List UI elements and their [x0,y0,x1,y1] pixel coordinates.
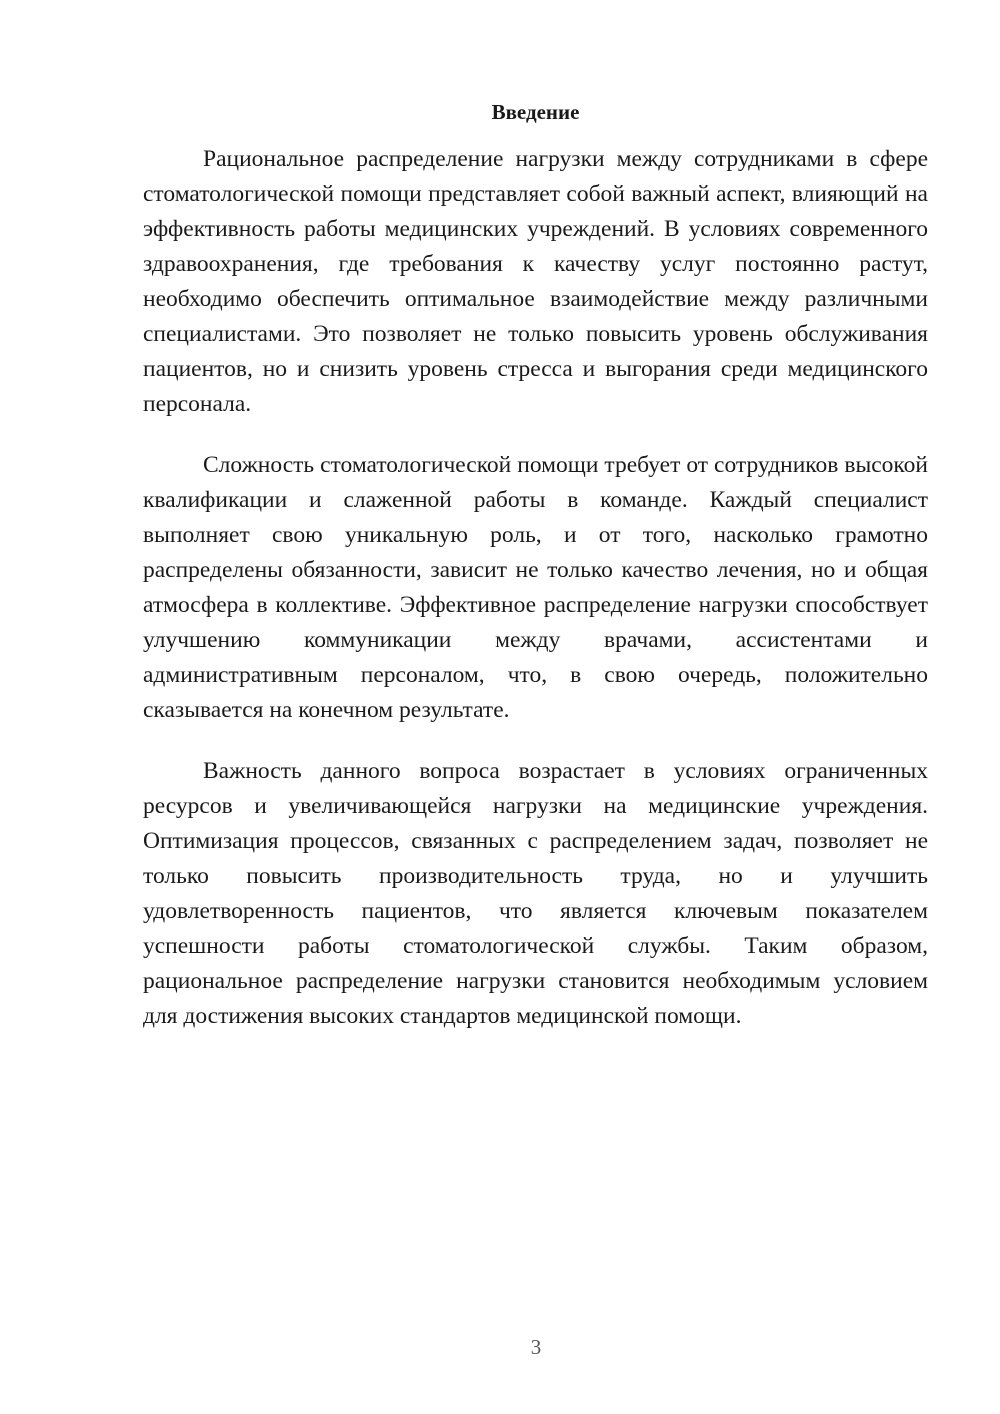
page-number: 3 [530,1335,542,1359]
section-heading: Введение [491,100,580,124]
paragraph-1: Рациональное распределение нагрузки между сотрудниками в сфере стоматологической помощи представляет собой важный аспект, влияющий на эффективность работы медицинских учреждений. В условиях современного здравоохранения, где требования к качеству услуг постоянно растут, необходимо обеспечить оптимальное взаимодействие между различными специалистами. Это позволяет не только повысить уровень обслуживания пациентов, но и снизить уровень стресса и выгорания среди медицинского персонала. [143,146,928,417]
paragraph-3: Важность данного вопроса возрастает в условиях ограниченных ресурсов и увеличивающейся нагрузки на медицинские учреждения. Оптимизация процессов, связанных с распределением задач, позволяет не только повысить производительность труда, но и улучшить удовлетворенность пациентов, что является ключевым показателем успешности работы стоматологической службы. Таким образом, рациональное распределение нагрузки становится необходимым условием для достижения высоких стандартов медицинской помощи. [143,758,928,1029]
body-text [143,142,928,1060]
paragraph-2: Сложность стоматологической помощи требует от сотрудников высокой квалификации и слаженной работы в команде. Каждый специалист выполняет свою уникальную роль, и от того, насколько грамотно распределены обязанности, зависит не только качество лечения, но и общая атмосфера в коллективе. Эффективное распределение нагрузки способствует улучшению коммуникации между врачами, ассистентами и административным персоналом, что, в свою очередь, положительно сказывается на конечном результате. [143,452,928,723]
